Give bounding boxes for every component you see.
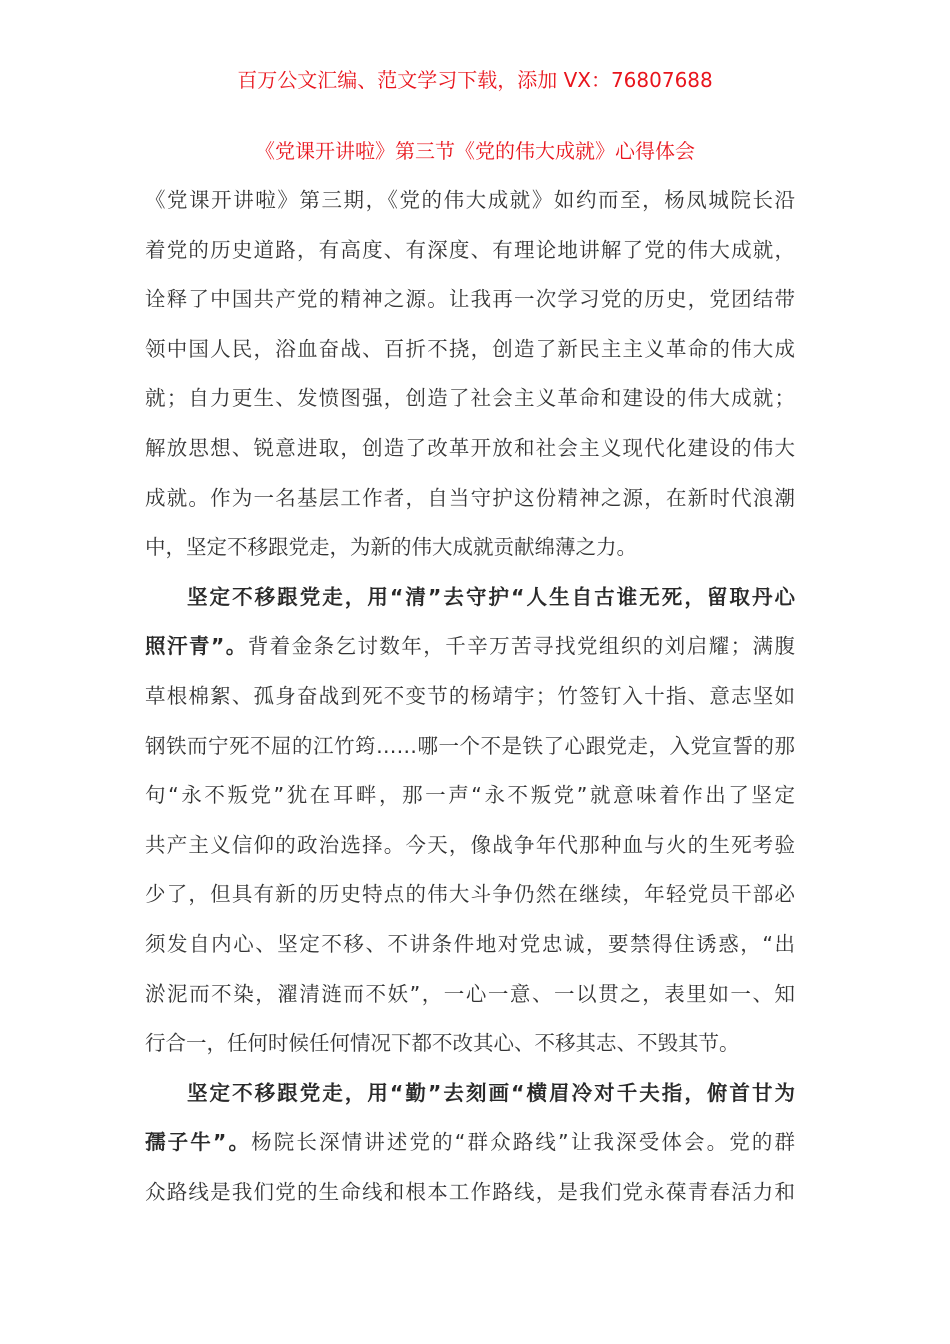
section-heading-line: 坚定不移跟党走，用“勤”去刻画“横眉冷对千夫指，俯首甘为 [187,1080,795,1105]
text-line: 诠释了中国共产党的精神之源。让我再一次学习党的历史，党团结带 [145,287,795,312]
text-line: 句“永不叛党”犹在耳畔，那一声“永不叛党”就意味着作出了坚定 [145,783,795,808]
paragraph-section-qing [145,573,795,1069]
text-fragment: 背着金条乞讨数年，千辛万苦寻找党组织的刘启耀；满腹 [247,634,795,659]
paragraph-intro [145,176,795,573]
text-line [145,622,795,672]
text-fragment: 杨院长深情讲述党的“群众路线”让我深受体会。党的群 [251,1130,795,1155]
document-title: 《党课开讲啦》第三节《党的伟大成就》心得体会 [255,139,695,163]
text-line: 解放思想、锐意进取，创造了改革开放和社会主义现代化建设的伟大 [145,435,795,460]
text-line: 《党课开讲啦》第三期，《党的伟大成就》如约而至，杨凤城院长沿 [145,188,795,212]
text-line: 共产主义信仰的政治选择。今天，像战争年代那种血与火的生死考验 [145,832,795,857]
section-heading-end: 照汗青”。 [145,634,248,659]
text-line: 草根棉絮、孤身奋战到死不变节的杨靖宇；竹签钉入十指、意志坚如 [145,683,795,708]
text-line: 淤泥而不染，濯清涟而不妖”，一心一意、一以贯之，表里如一、知 [145,981,795,1006]
text-line: 钢铁而宁死不屈的江竹筠……哪一个不是铁了心跟党走，入党宣誓的那 [145,733,795,758]
section-heading-line: 坚定不移跟党走，用“清”去守护“人生自古谁无死，留取丹心 [187,584,795,609]
text-line: 成就。作为一名基层工作者，自当守护这份精神之源，在新时代浪潮 [145,485,795,510]
text-line: 少了，但具有新的历史特点的伟大斗争仍然在继续，年轻党员干部必 [145,882,795,907]
text-line: 就；自力更生、发愤图强，创造了社会主义革命和建设的伟大成就； [145,386,795,411]
text-line: 须发自内心、坚定不移、不讲条件地对党忠诚，要禁得住诱惑，“出 [145,931,795,956]
paragraph-section-qin [145,1069,795,1218]
text-line [145,1118,795,1168]
text-line: 中，坚定不移跟党走，为新的伟大成就贡献绵薄之力。 [145,535,637,560]
text-line: 行合一，任何时候任何情况下都不改其心、不移其志、不毁其节。 [145,1031,740,1056]
text-line: 众路线是我们党的生命线和根本工作路线，是我们党永葆青春活力和 [145,1179,795,1204]
text-line: 着党的历史道路，有高度、有深度、有理论地讲解了党的伟大成就， [145,237,795,262]
document-body [145,176,795,1217]
text-line: 领中国人民，浴血奋战、百折不挠，创造了新民主主义革命的伟大成 [145,336,795,361]
section-heading-end: 孺子牛”。 [145,1130,252,1155]
header-banner: 百万公文汇编、范文学习下载，添加 VX：76807688 [237,68,713,92]
